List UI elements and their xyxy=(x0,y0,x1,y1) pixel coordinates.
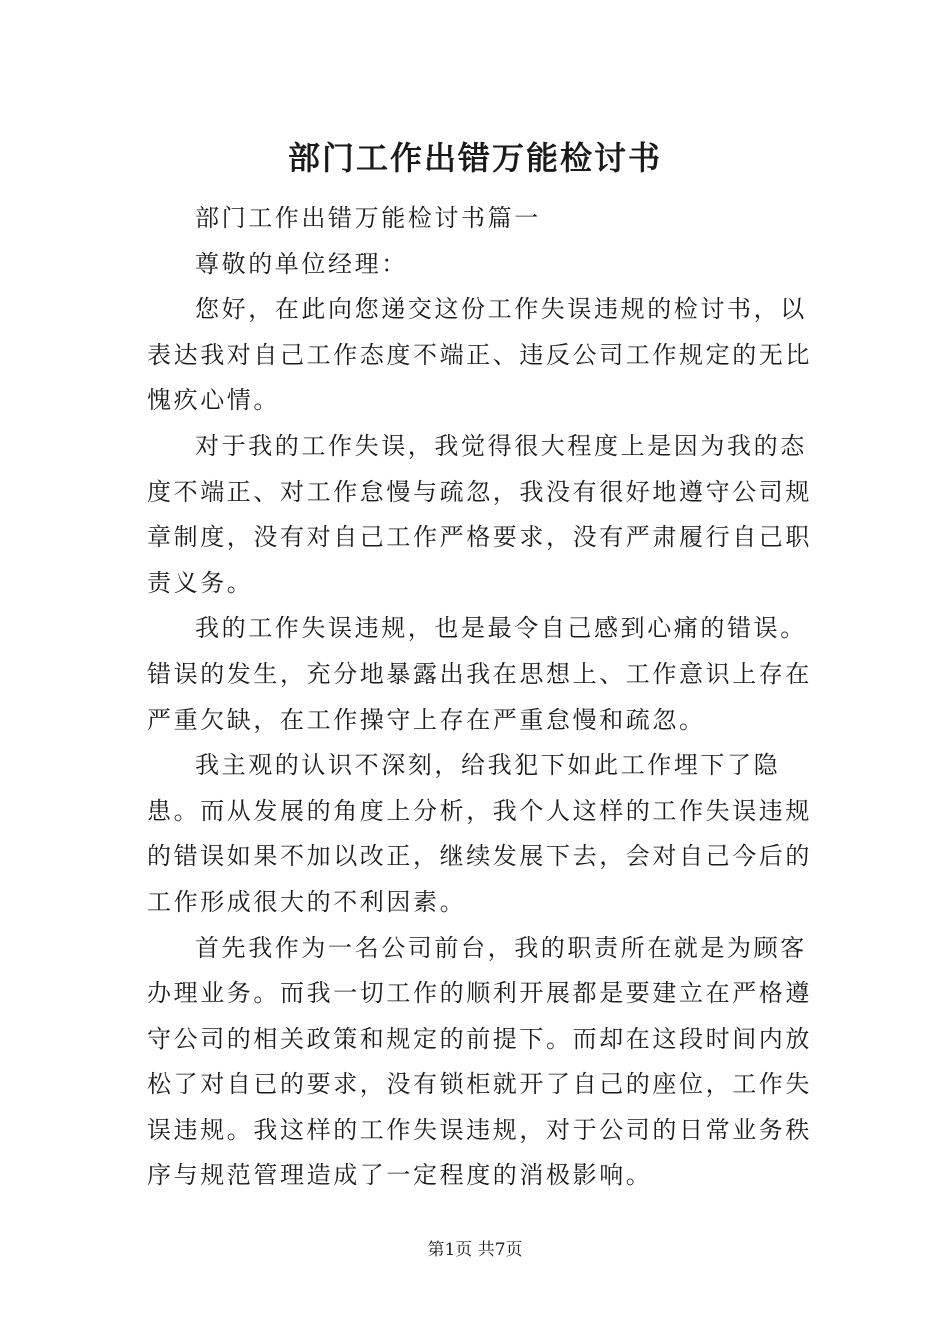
page-number-footer: 第1页 共7页 xyxy=(427,1240,523,1260)
body-paragraph: 我的工作失误违规，也是最令自己感到心痛的错误。错误的发生，充分地暴露出我在思想上、工作意识上存在严重欠缺，在工作操守上存在严重怠慢和疏忽。 xyxy=(147,614,812,734)
body-paragraph: 我主观的认识不深刻，给我犯下如此工作埋下了隐患。而从发展的角度上分析，我个人这样的工作失误违规的错误如果不加以改正，继续发展下去，会对自己今后的工作形成很大的不利因素。 xyxy=(147,751,812,916)
section-heading: 部门工作出错万能检讨书篇一 xyxy=(195,204,541,232)
body-paragraph: 您好，在此向您递交这份工作失误违规的检讨书，以表达我对自己工作态度不端正、违反公司工作规定的无比愧疚心情。 xyxy=(147,295,812,415)
body-paragraph: 对于我的工作失误，我觉得很大程度上是因为我的态度不端正、对工作怠慢与疏忽，我没有很好地遵守公司规章制度，没有对自己工作严格要求，没有严肃履行自己职责义务。 xyxy=(147,431,812,597)
document-body xyxy=(147,196,812,1199)
document-title: 部门工作出错万能检讨书 xyxy=(287,139,662,177)
body-paragraph: 首先我作为一名公司前台，我的职责所在就是为顾客办理业务。而我一切工作的顺利开展都是要建立在严格遵守公司的相关政策和规定的前提下。而却在这段时间内放松了对自已的要求，没有锁柜就开了自己的座位，工作失误违规。我这样的工作失误违规，对于公司的日常业务秩序与规范管理造成了一定程度的消极影响。 xyxy=(147,933,812,1190)
salutation: 尊敬的单位经理： xyxy=(195,249,408,278)
